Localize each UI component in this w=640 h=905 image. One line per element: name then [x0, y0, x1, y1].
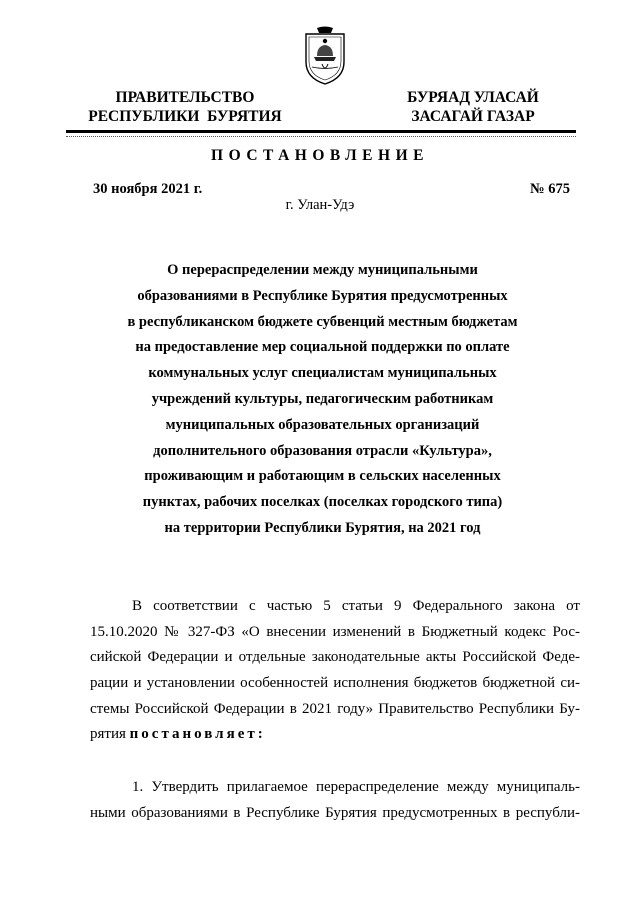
document-subject: [80, 258, 565, 542]
header-right-line1: БУРЯАД УЛАСАЙ: [407, 89, 539, 106]
document-date: 30 ноября 2021 г.: [93, 181, 203, 197]
resolution-keyword: постановляет:: [129, 726, 266, 743]
subject-line: проживающим и работающим в сельских населенных: [144, 468, 501, 485]
body-line: стемы Российской Федерации в 2021 году» Правительство Республики Бу-: [90, 700, 580, 717]
header-right-line2: ЗАСАГАЙ ГАЗАР: [411, 108, 535, 125]
subject-line: О перераспределении между муниципальными: [167, 262, 478, 278]
subject-line: образованиями в Республике Бурятия предусмотренных: [137, 287, 508, 304]
document-title: ПОСТАНОВЛЕНИЕ: [211, 147, 429, 164]
body-line: рации и установлении особенностей исполнения бюджетов бюджетной си-: [90, 675, 580, 692]
subject-line: учреждений культуры, педагогическим работникам: [151, 390, 494, 407]
body-line: В соответствии с частью 5 статьи 9 Федерального закона от: [132, 598, 580, 614]
body-line: сийской Федерации и отдельные законодательные акты Российской Феде-: [90, 649, 580, 666]
document-city: г. Улан-Удэ: [285, 197, 355, 213]
header-left-line1: ПРАВИТЕЛЬСТВО: [115, 89, 255, 106]
body-line: 15.10.2020 № 327-ФЗ «О внесении изменений в Бюджетный кодекс Рос-: [90, 623, 580, 640]
government-name-russian: [80, 88, 290, 126]
subject-line: дополнительного образования отрасли «Культура»,: [153, 442, 492, 459]
body-line-last: [90, 722, 580, 748]
paragraph-preamble: [90, 594, 580, 748]
subject-line: пунктах, рабочих поселках (поселках городского типа): [142, 494, 503, 511]
subject-line: на предоставление мер социальной поддержки по оплате: [135, 339, 510, 356]
header-left-line2: РЕСПУБЛИКИ БУРЯТИЯ: [88, 108, 282, 125]
coat-of-arms-icon: [300, 26, 350, 86]
subject-line: на территории Республики Бурятия, на 2021 год: [164, 519, 481, 536]
subject-line: коммунальных услуг специалистам муниципальных: [148, 365, 497, 382]
body-line: ными образованиями в Республике Бурятия предусмотренных в республи-: [90, 804, 580, 821]
subject-line: в республиканском бюджете субвенций местным бюджетам: [127, 313, 518, 330]
body-line: 1. Утвердить прилагаемое перераспределение между муниципаль-: [132, 779, 580, 795]
subject-line: муниципальных образовательных организаций: [165, 416, 480, 433]
header-divider-dotted: [66, 136, 576, 137]
government-name-buryat: [398, 88, 548, 126]
body-text: рятия: [90, 726, 126, 743]
paragraph-item-1: [90, 775, 580, 826]
document-number: № 675: [530, 181, 570, 197]
header-divider: [66, 130, 576, 133]
